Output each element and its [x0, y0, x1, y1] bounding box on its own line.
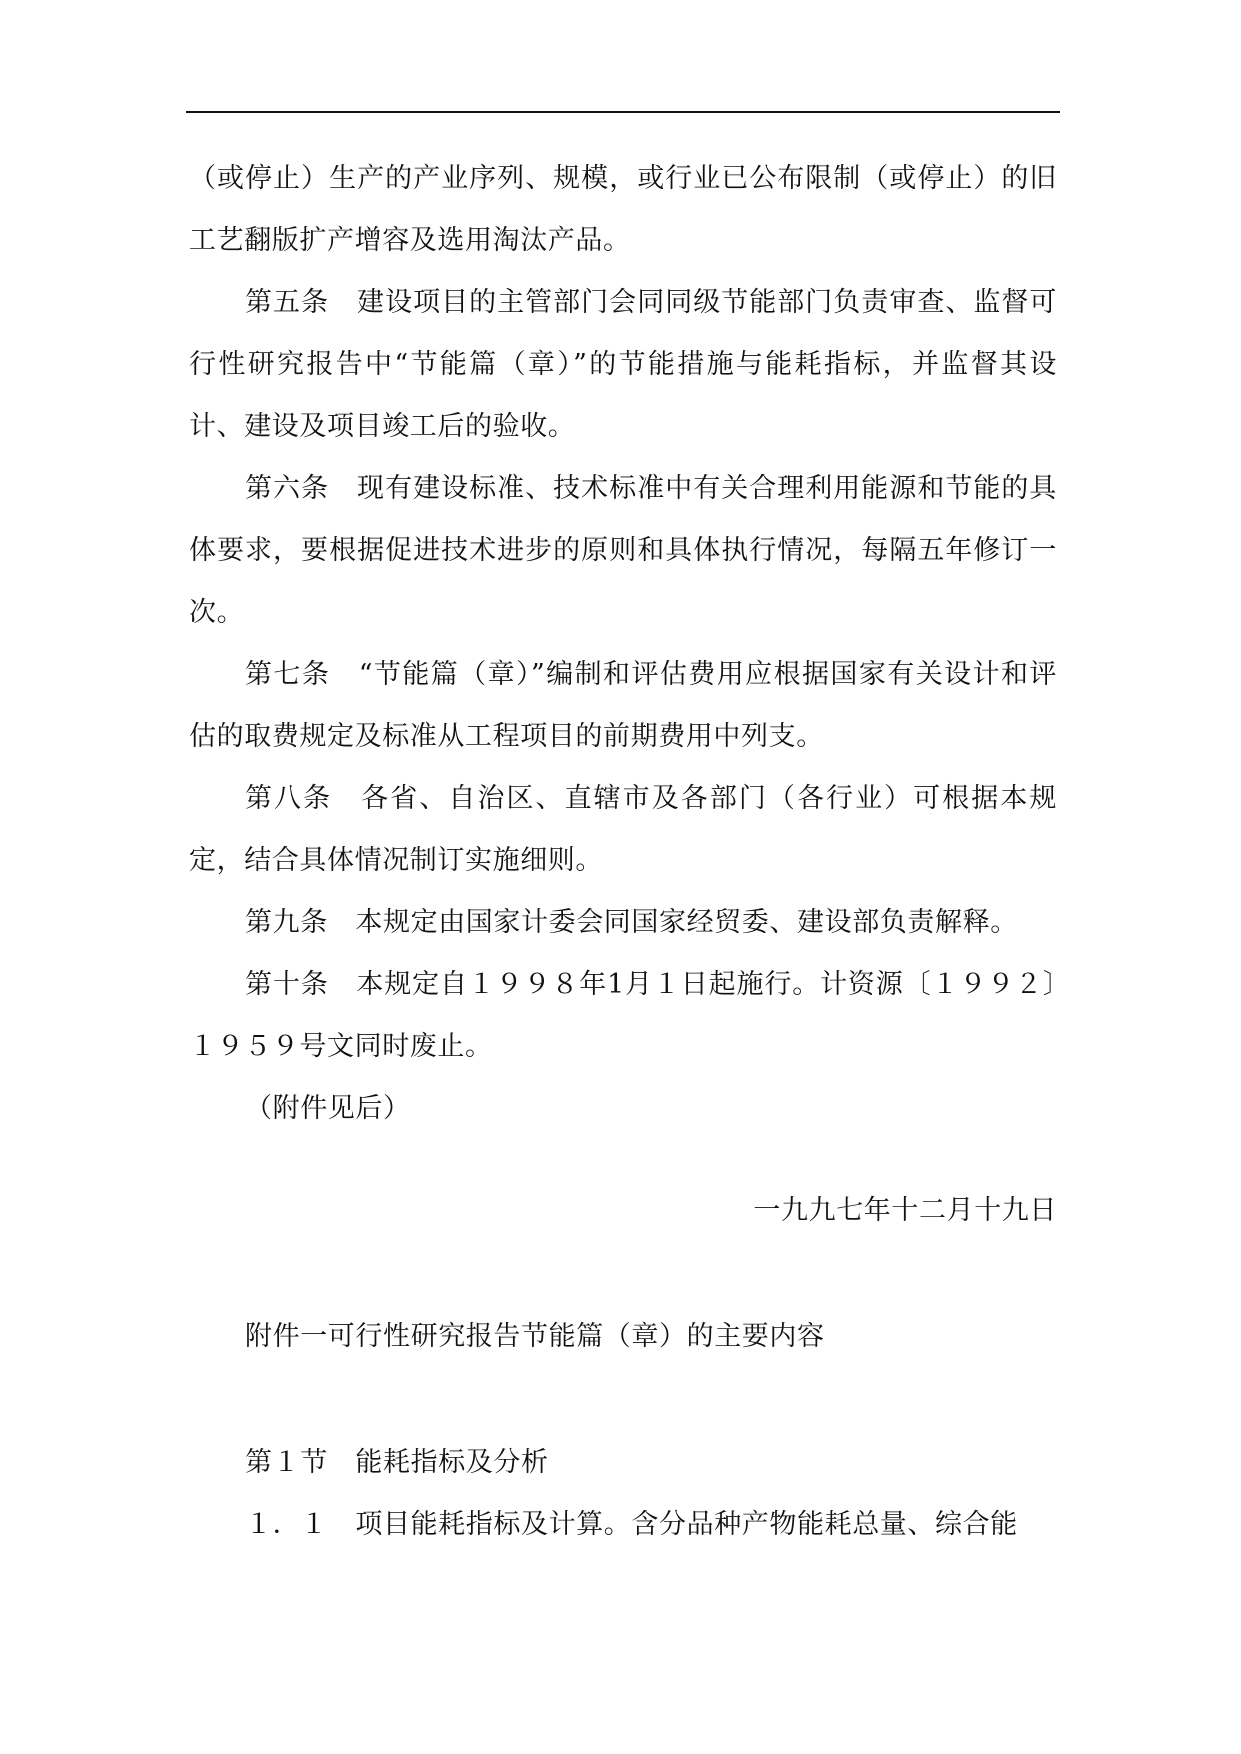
article-6: 第六条 现有建设标准、技术标准中有关合理利用能源和节能的具体要求，要根据促进技术进步的原则和具体执行情况，每隔五年修订一次。 [189, 473, 1057, 628]
article-7: 第七条 “节能篇（章）”编制和评估费用应根据国家有关设计和评估的取费规定及标准从工程项目的前期费用中列支。 [189, 659, 1057, 752]
annex-title: 附件一可行性研究报告节能篇（章）的主要内容 [245, 1321, 825, 1352]
attachment-note: （附件见后） [245, 1093, 411, 1124]
header-rule [186, 111, 1060, 113]
document-body [189, 148, 1057, 1556]
paragraph-continuation: （或停止）生产的产业序列、规模，或行业已公布限制（或停止）的旧工艺翻版扩产增容及选用淘汰产品。 [189, 163, 1057, 256]
article-8: 第八条 各省、自治区、直辖市及各部门（各行业）可根据本规定，结合具体情况制订实施细则。 [189, 783, 1057, 876]
article-9: 第九条 本规定由国家计委会同国家经贸委、建设部负责解释。 [245, 907, 1018, 938]
issue-date: 一九九七年十二月十九日 [753, 1195, 1057, 1226]
section-1-heading: 第１节 能耗指标及分析 [245, 1447, 549, 1478]
article-10: 第十条 本规定自１９９８年1月１日起施行。计资源〔１９９２〕１９５９号文同时废止。 [189, 969, 1057, 1062]
section-1-1: １．１ 项目能耗指标及计算。含分品种产物能耗总量、综合能 [245, 1509, 1018, 1540]
article-5: 第五条 建设项目的主管部门会同同级节能部门负责审查、监督可行性研究报告中“节能篇（章）”的节能措施与能耗指标，并监督其设计、建设及项目竣工后的验收。 [189, 287, 1057, 442]
